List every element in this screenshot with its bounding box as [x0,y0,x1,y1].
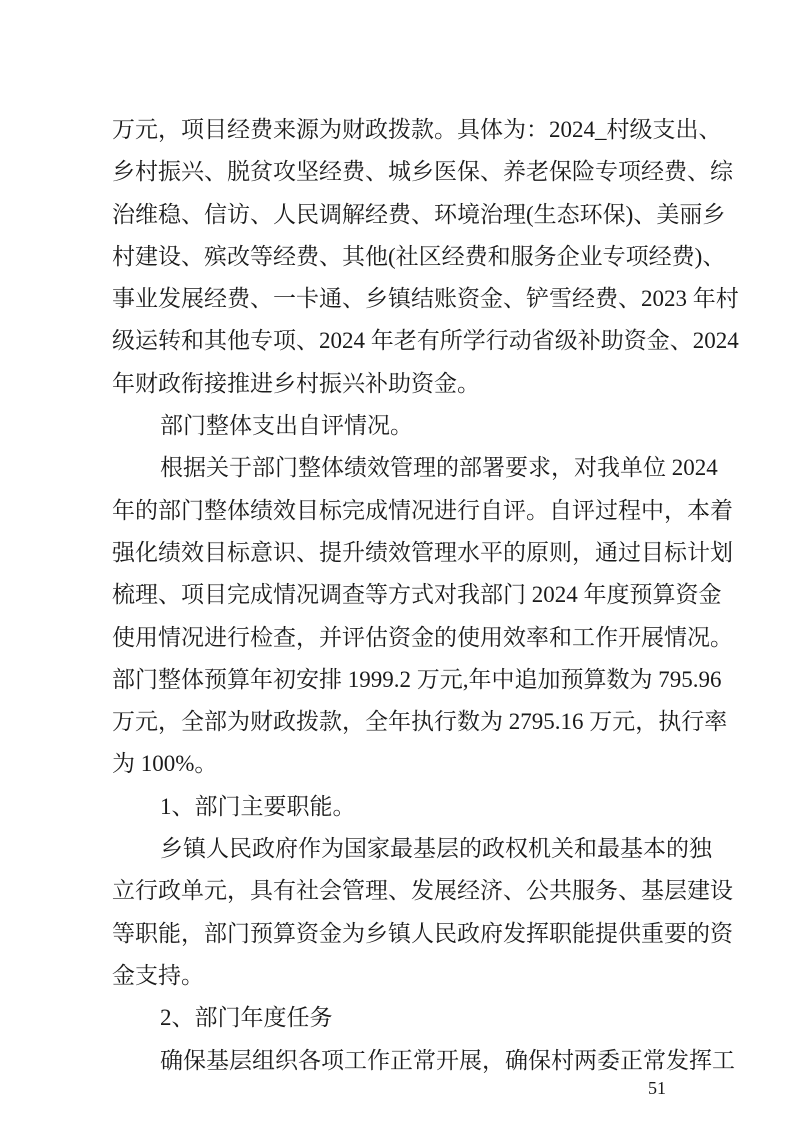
text-line: 乡镇人民政府作为国家最基层的政权机关和最基本的独 [160,836,712,862]
text-line: 乡村振兴、脱贫攻坚经费、城乡医保、养老保险专项经费、综 [112,159,733,185]
text-line: 事业发展经费、一卡通、乡镇结账资金、铲雪经费、2023 年村 [112,286,739,312]
text-line: 金支持。 [112,962,204,988]
text-line: 梳理、项目完成情况调查等方式对我部门 2024 年度预算资金 [112,582,722,608]
text-line: 治维稳、信访、人民调解经费、环境治理(生态环保)、美丽乡 [112,201,726,227]
text-line: 万元，全部为财政拨款，全年执行数为 2795.16 万元，执行率 [112,709,728,735]
text-line: 级运转和其他专项、2024 年老有所学行动省级补助资金、2024 [112,328,739,354]
text-line: 确保基层组织各项工作正常开展，确保村两委正常发挥工 [160,1047,735,1073]
text-line: 年财政衔接推进乡村振兴补助资金。 [112,370,480,396]
page-number: 51 [648,1078,666,1098]
text-line: 部门整体预算年初安排 1999.2 万元,年中追加预算数为 795.96 [112,666,722,692]
text-line: 为 100%。 [112,751,218,777]
text-line: 立行政单元，具有社会管理、发展经济、公共服务、基层建设 [112,878,733,904]
text-line: 村建设、殡改等经费、其他(社区经费和服务企业专项经费)、 [112,243,726,269]
text-line: 万元，项目经费来源为财政拨款。具体为：2024_村级支出、 [112,117,722,142]
text-line: 1、部门主要职能。 [160,793,356,819]
document-body [112,109,739,1082]
text-line: 根据关于部门整体绩效管理的部署要求，对我单位 2024 [160,455,718,481]
text-line: 2、部门年度任务 [160,1005,333,1031]
text-line: 部门整体支出自评情况。 [160,413,413,439]
text-line: 等职能，部门预算资金为乡镇人民政府发挥职能提供重要的资 [112,920,733,946]
text-line: 使用情况进行检查，并评估资金的使用效率和工作开展情况。 [112,624,733,650]
text-line: 年的部门整体绩效目标完成情况进行自评。自评过程中，本着 [112,497,733,523]
text-line: 强化绩效目标意识、提升绩效管理水平的原则，通过目标计划 [112,539,733,565]
